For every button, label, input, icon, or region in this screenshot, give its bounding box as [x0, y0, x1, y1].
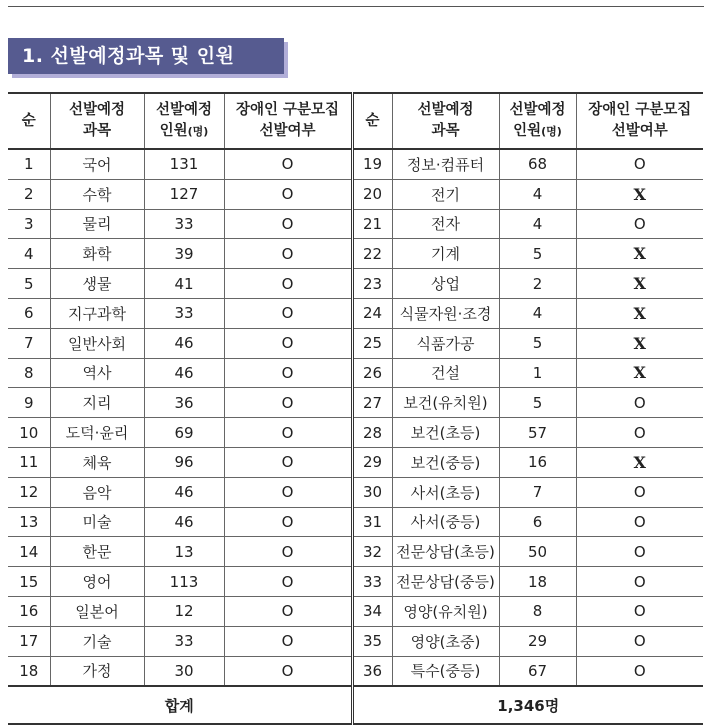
- subjects-table: [8, 92, 703, 725]
- header-count: 선발예정 인원(명): [144, 93, 224, 149]
- row-count: 12: [144, 596, 224, 626]
- row-subject: 미술: [50, 507, 144, 537]
- row-count: 30: [144, 656, 224, 686]
- table-row: [8, 656, 703, 686]
- row-no: 23: [352, 269, 392, 299]
- row-count: 41: [144, 269, 224, 299]
- row-disabled-mark: O: [224, 388, 352, 418]
- row-subject: 수학: [50, 179, 144, 209]
- total-value: 1,346명: [352, 686, 703, 724]
- row-disabled-mark: O: [224, 328, 352, 358]
- header-subject: 선발예정 과목: [392, 93, 499, 149]
- row-subject: 국어: [50, 149, 144, 179]
- row-disabled-mark: X: [576, 179, 703, 209]
- table-row: [8, 209, 703, 239]
- table-row: [8, 328, 703, 358]
- row-count: 131: [144, 149, 224, 179]
- row-count: 46: [144, 358, 224, 388]
- row-subject: 전문상담(중등): [392, 567, 499, 597]
- row-disabled-mark: X: [576, 298, 703, 328]
- row-no: 16: [8, 596, 50, 626]
- table-row: [8, 418, 703, 448]
- row-subject: 음악: [50, 477, 144, 507]
- row-subject: 식물자원·조경: [392, 298, 499, 328]
- row-count: 67: [499, 656, 576, 686]
- table-row: [8, 358, 703, 388]
- row-disabled-mark: X: [576, 328, 703, 358]
- row-disabled-mark: O: [224, 149, 352, 179]
- row-count: 36: [144, 388, 224, 418]
- row-disabled-mark: O: [224, 239, 352, 269]
- row-count: 29: [499, 626, 576, 656]
- row-count: 4: [499, 298, 576, 328]
- row-subject: 한문: [50, 537, 144, 567]
- table-row: [8, 239, 703, 269]
- row-count: 1: [499, 358, 576, 388]
- row-subject: 지구과학: [50, 298, 144, 328]
- row-count: 7: [499, 477, 576, 507]
- row-count: 4: [499, 209, 576, 239]
- row-disabled-mark: O: [224, 596, 352, 626]
- total-label: 합계: [8, 686, 352, 724]
- row-no: 35: [352, 626, 392, 656]
- row-disabled-mark: X: [576, 239, 703, 269]
- header-no: 순: [8, 93, 50, 149]
- row-no: 1: [8, 149, 50, 179]
- table-row: [8, 298, 703, 328]
- row-count: 4: [499, 179, 576, 209]
- row-no: 32: [352, 537, 392, 567]
- table-row: [8, 179, 703, 209]
- row-disabled-mark: O: [576, 209, 703, 239]
- row-subject: 식품가공: [392, 328, 499, 358]
- row-disabled-mark: O: [576, 418, 703, 448]
- row-subject: 보건(중등): [392, 447, 499, 477]
- row-count: 68: [499, 149, 576, 179]
- row-no: 11: [8, 447, 50, 477]
- row-disabled-mark: O: [576, 596, 703, 626]
- row-disabled-mark: O: [224, 447, 352, 477]
- row-disabled-mark: O: [224, 269, 352, 299]
- row-no: 7: [8, 328, 50, 358]
- row-no: 24: [352, 298, 392, 328]
- row-no: 17: [8, 626, 50, 656]
- row-count: 50: [499, 537, 576, 567]
- header-disabled: 장애인 구분모집 선발여부: [576, 93, 703, 149]
- row-subject: 역사: [50, 358, 144, 388]
- row-no: 6: [8, 298, 50, 328]
- table-row: [8, 626, 703, 656]
- row-no: 13: [8, 507, 50, 537]
- table-row: [8, 596, 703, 626]
- row-subject: 체육: [50, 447, 144, 477]
- row-subject: 일반사회: [50, 328, 144, 358]
- row-subject: 특수(중등): [392, 656, 499, 686]
- row-subject: 전기: [392, 179, 499, 209]
- row-disabled-mark: O: [224, 298, 352, 328]
- row-disabled-mark: O: [224, 507, 352, 537]
- row-disabled-mark: O: [224, 537, 352, 567]
- row-disabled-mark: O: [576, 567, 703, 597]
- row-disabled-mark: O: [224, 358, 352, 388]
- row-disabled-mark: O: [224, 656, 352, 686]
- row-count: 33: [144, 298, 224, 328]
- row-disabled-mark: X: [576, 269, 703, 299]
- row-subject: 지리: [50, 388, 144, 418]
- row-subject: 물리: [50, 209, 144, 239]
- row-no: 20: [352, 179, 392, 209]
- table-row: [8, 269, 703, 299]
- row-subject: 영양(유치원): [392, 596, 499, 626]
- table-row: [8, 388, 703, 418]
- row-count: 33: [144, 209, 224, 239]
- row-subject: 정보·컴퓨터: [392, 149, 499, 179]
- row-no: 26: [352, 358, 392, 388]
- row-no: 31: [352, 507, 392, 537]
- row-subject: 전자: [392, 209, 499, 239]
- row-subject: 화학: [50, 239, 144, 269]
- row-count: 127: [144, 179, 224, 209]
- row-disabled-mark: O: [576, 149, 703, 179]
- row-count: 46: [144, 328, 224, 358]
- row-disabled-mark: O: [224, 418, 352, 448]
- row-no: 14: [8, 537, 50, 567]
- row-count: 39: [144, 239, 224, 269]
- row-disabled-mark: O: [576, 626, 703, 656]
- row-disabled-mark: X: [576, 447, 703, 477]
- row-disabled-mark: O: [224, 209, 352, 239]
- header-disabled: 장애인 구분모집 선발여부: [224, 93, 352, 149]
- row-no: 2: [8, 179, 50, 209]
- row-no: 3: [8, 209, 50, 239]
- row-no: 18: [8, 656, 50, 686]
- top-rule: [8, 6, 704, 7]
- row-disabled-mark: O: [224, 626, 352, 656]
- row-disabled-mark: O: [224, 567, 352, 597]
- row-count: 57: [499, 418, 576, 448]
- row-no: 28: [352, 418, 392, 448]
- row-no: 4: [8, 239, 50, 269]
- row-no: 22: [352, 239, 392, 269]
- row-disabled-mark: X: [576, 358, 703, 388]
- header-no: 순: [352, 93, 392, 149]
- section-title: 1. 선발예정과목 및 인원: [8, 38, 284, 74]
- row-subject: 생물: [50, 269, 144, 299]
- row-count: 5: [499, 388, 576, 418]
- row-count: 5: [499, 239, 576, 269]
- row-no: 9: [8, 388, 50, 418]
- row-count: 18: [499, 567, 576, 597]
- row-count: 46: [144, 477, 224, 507]
- row-subject: 상업: [392, 269, 499, 299]
- total-row: [8, 686, 703, 724]
- row-count: 16: [499, 447, 576, 477]
- row-disabled-mark: O: [576, 507, 703, 537]
- row-subject: 기계: [392, 239, 499, 269]
- row-no: 21: [352, 209, 392, 239]
- row-no: 5: [8, 269, 50, 299]
- row-no: 27: [352, 388, 392, 418]
- row-subject: 일본어: [50, 596, 144, 626]
- row-subject: 기술: [50, 626, 144, 656]
- row-subject: 전문상담(초등): [392, 537, 499, 567]
- table-row: [8, 567, 703, 597]
- row-subject: 영양(초중): [392, 626, 499, 656]
- row-count: 96: [144, 447, 224, 477]
- table-row: [8, 537, 703, 567]
- row-count: 33: [144, 626, 224, 656]
- row-no: 8: [8, 358, 50, 388]
- table-row: [8, 447, 703, 477]
- row-disabled-mark: O: [576, 388, 703, 418]
- row-subject: 도덕·윤리: [50, 418, 144, 448]
- row-count: 8: [499, 596, 576, 626]
- row-subject: 건설: [392, 358, 499, 388]
- row-subject: 가정: [50, 656, 144, 686]
- row-no: 15: [8, 567, 50, 597]
- table-row: [8, 507, 703, 537]
- row-no: 29: [352, 447, 392, 477]
- row-disabled-mark: O: [224, 477, 352, 507]
- row-disabled-mark: O: [224, 179, 352, 209]
- row-no: 36: [352, 656, 392, 686]
- row-subject: 보건(유치원): [392, 388, 499, 418]
- row-no: 19: [352, 149, 392, 179]
- row-count: 46: [144, 507, 224, 537]
- row-no: 30: [352, 477, 392, 507]
- row-count: 5: [499, 328, 576, 358]
- row-no: 34: [352, 596, 392, 626]
- row-count: 2: [499, 269, 576, 299]
- row-disabled-mark: O: [576, 537, 703, 567]
- header-subject: 선발예정 과목: [50, 93, 144, 149]
- row-disabled-mark: O: [576, 656, 703, 686]
- row-no: 12: [8, 477, 50, 507]
- row-subject: 사서(초등): [392, 477, 499, 507]
- table-row: [8, 149, 703, 179]
- header-count: 선발예정 인원(명): [499, 93, 576, 149]
- row-no: 33: [352, 567, 392, 597]
- table-row: [8, 477, 703, 507]
- row-no: 25: [352, 328, 392, 358]
- table-header-row: [8, 93, 703, 149]
- row-no: 10: [8, 418, 50, 448]
- row-subject: 보건(초등): [392, 418, 499, 448]
- row-count: 13: [144, 537, 224, 567]
- row-count: 69: [144, 418, 224, 448]
- row-count: 113: [144, 567, 224, 597]
- row-subject: 사서(중등): [392, 507, 499, 537]
- row-count: 6: [499, 507, 576, 537]
- row-subject: 영어: [50, 567, 144, 597]
- row-disabled-mark: O: [576, 477, 703, 507]
